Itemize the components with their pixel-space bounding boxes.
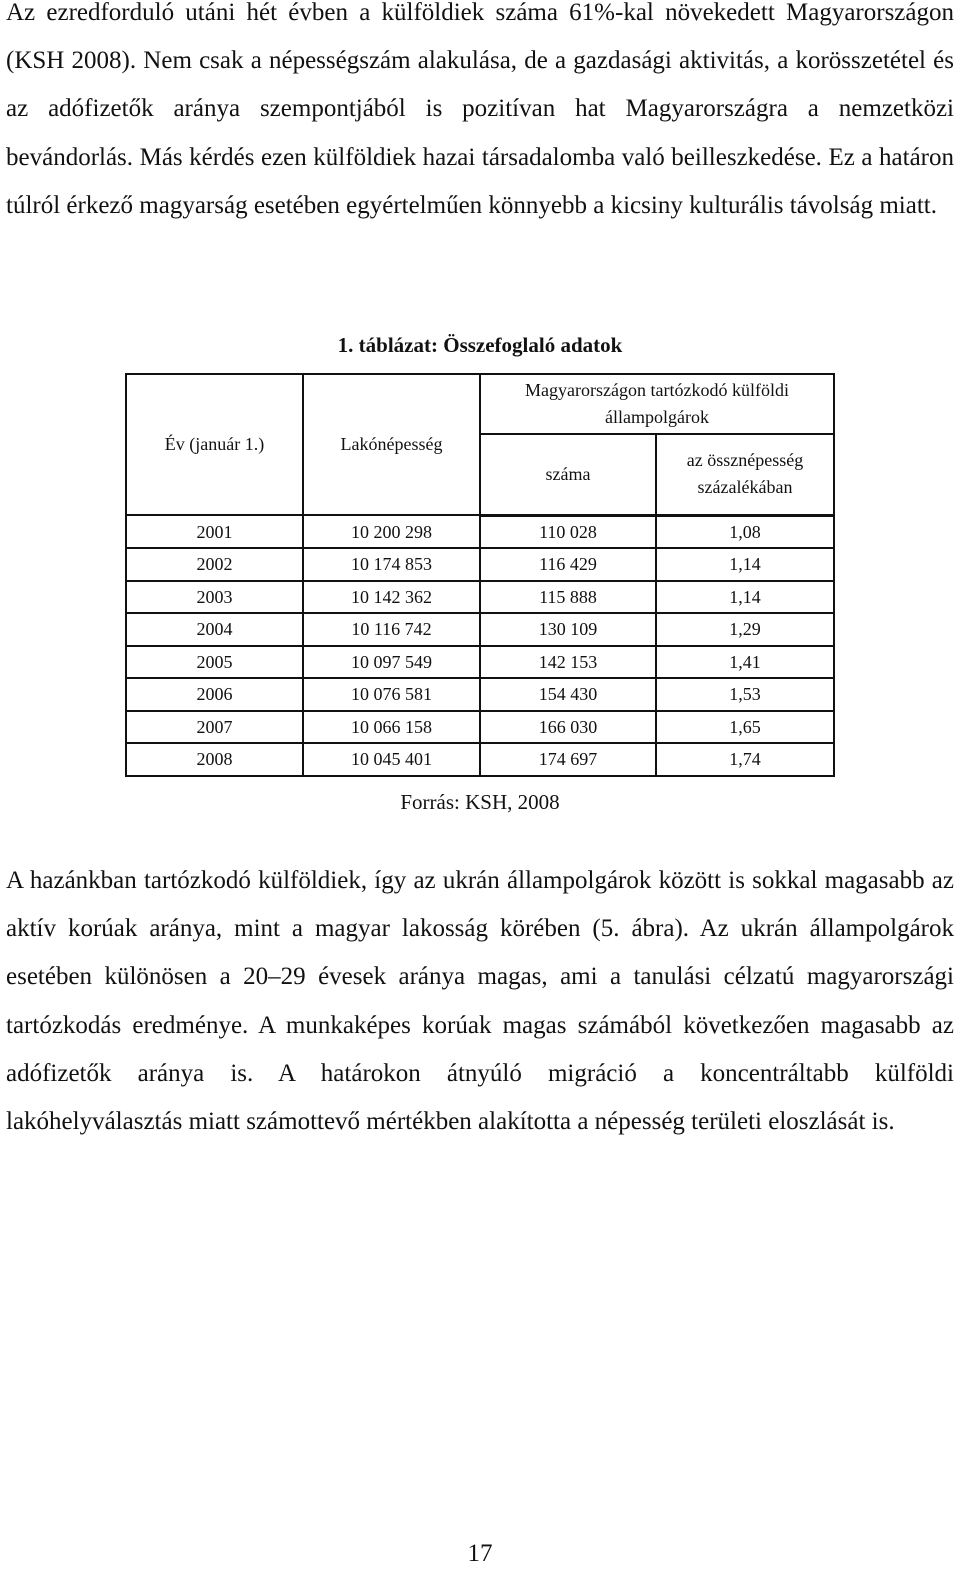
- cell-year: 2005: [126, 646, 303, 679]
- intro-paragraph: Az ezredforduló utáni hét évben a külföldiek száma 61%-kal növekedett Magyarországon (KSH 2008). Nem csak a népességszám alakulása, de a gazdasági aktivitás, a korösszetétel és az adófizetők aránya szempontjából is pozitívan hat Magyarországra a nemzetközi bevándorlás. Más kérdés ezen külföldiek hazai társadalomba való beilleszkedése. Ez a határon túlról érkező magyarság esetében egyértelműen könnyebb a kicsiny kulturális távolság miatt.: [6, 0, 954, 219]
- cell-count: 110 028: [480, 515, 656, 548]
- summary-table: [125, 373, 835, 777]
- cell-year: 2008: [126, 743, 303, 776]
- table-source: Forrás: KSH, 2008: [400, 790, 560, 814]
- cell-count: 115 888: [480, 581, 656, 614]
- cell-population: 10 097 549: [303, 646, 480, 679]
- table-row: [126, 646, 834, 679]
- cell-population: 10 200 298: [303, 515, 480, 548]
- cell-count: 130 109: [480, 613, 656, 646]
- header-percent: az össznépesség százalékában: [656, 434, 834, 515]
- table-row: [126, 711, 834, 744]
- cell-population: 10 076 581: [303, 678, 480, 711]
- cell-percent: 1,14: [656, 548, 834, 581]
- header-year: Év (január 1.): [126, 374, 303, 515]
- page-number: 17: [467, 1540, 493, 1567]
- cell-year: 2001: [126, 515, 303, 548]
- cell-count: 166 030: [480, 711, 656, 744]
- cell-year: 2006: [126, 678, 303, 711]
- body-paragraph: A hazánkban tartózkodó külföldiek, így az ukrán állampolgárok között is sokkal magasabb az aktív korúak aránya, mint a magyar lakosság körében (5. ábra). Az ukrán állampolgárok esetében különösen a 20–29 évesek aránya magas, ami a tanulási célzatú magyarországi tartózkodás eredménye. A munkaképes korúak magas számából következően magasabb az adófizetők aránya is. A határokon átnyúló migráció a koncentráltabb külföldi lakóhelyválasztás miatt számottevő mértékben alakította a népesség területi eloszlását is.: [6, 867, 954, 1136]
- table-row: [126, 515, 834, 548]
- cell-year: 2003: [126, 581, 303, 614]
- cell-percent: 1,08: [656, 515, 834, 548]
- cell-percent: 1,53: [656, 678, 834, 711]
- header-population: Lakónépesség: [303, 374, 480, 515]
- table-row: [126, 613, 834, 646]
- cell-population: 10 116 742: [303, 613, 480, 646]
- table-row: [126, 678, 834, 711]
- cell-population: 10 045 401: [303, 743, 480, 776]
- cell-count: 174 697: [480, 743, 656, 776]
- cell-percent: 1,14: [656, 581, 834, 614]
- cell-count: 154 430: [480, 678, 656, 711]
- cell-year: 2002: [126, 548, 303, 581]
- cell-population: 10 066 158: [303, 711, 480, 744]
- cell-population: 10 142 362: [303, 581, 480, 614]
- cell-count: 142 153: [480, 646, 656, 679]
- table-row: [126, 743, 834, 776]
- table-row: [126, 581, 834, 614]
- cell-population: 10 174 853: [303, 548, 480, 581]
- cell-count: 116 429: [480, 548, 656, 581]
- cell-percent: 1,29: [656, 613, 834, 646]
- cell-percent: 1,65: [656, 711, 834, 744]
- cell-percent: 1,74: [656, 743, 834, 776]
- header-count: száma: [480, 434, 656, 515]
- cell-percent: 1,41: [656, 646, 834, 679]
- header-foreigners-group: Magyarországon tartózkodó külföldi állampolgárok: [480, 374, 834, 434]
- table-row: [126, 548, 834, 581]
- cell-year: 2007: [126, 711, 303, 744]
- table-caption: 1. táblázat: Összefoglaló adatok: [337, 333, 623, 357]
- cell-year: 2004: [126, 613, 303, 646]
